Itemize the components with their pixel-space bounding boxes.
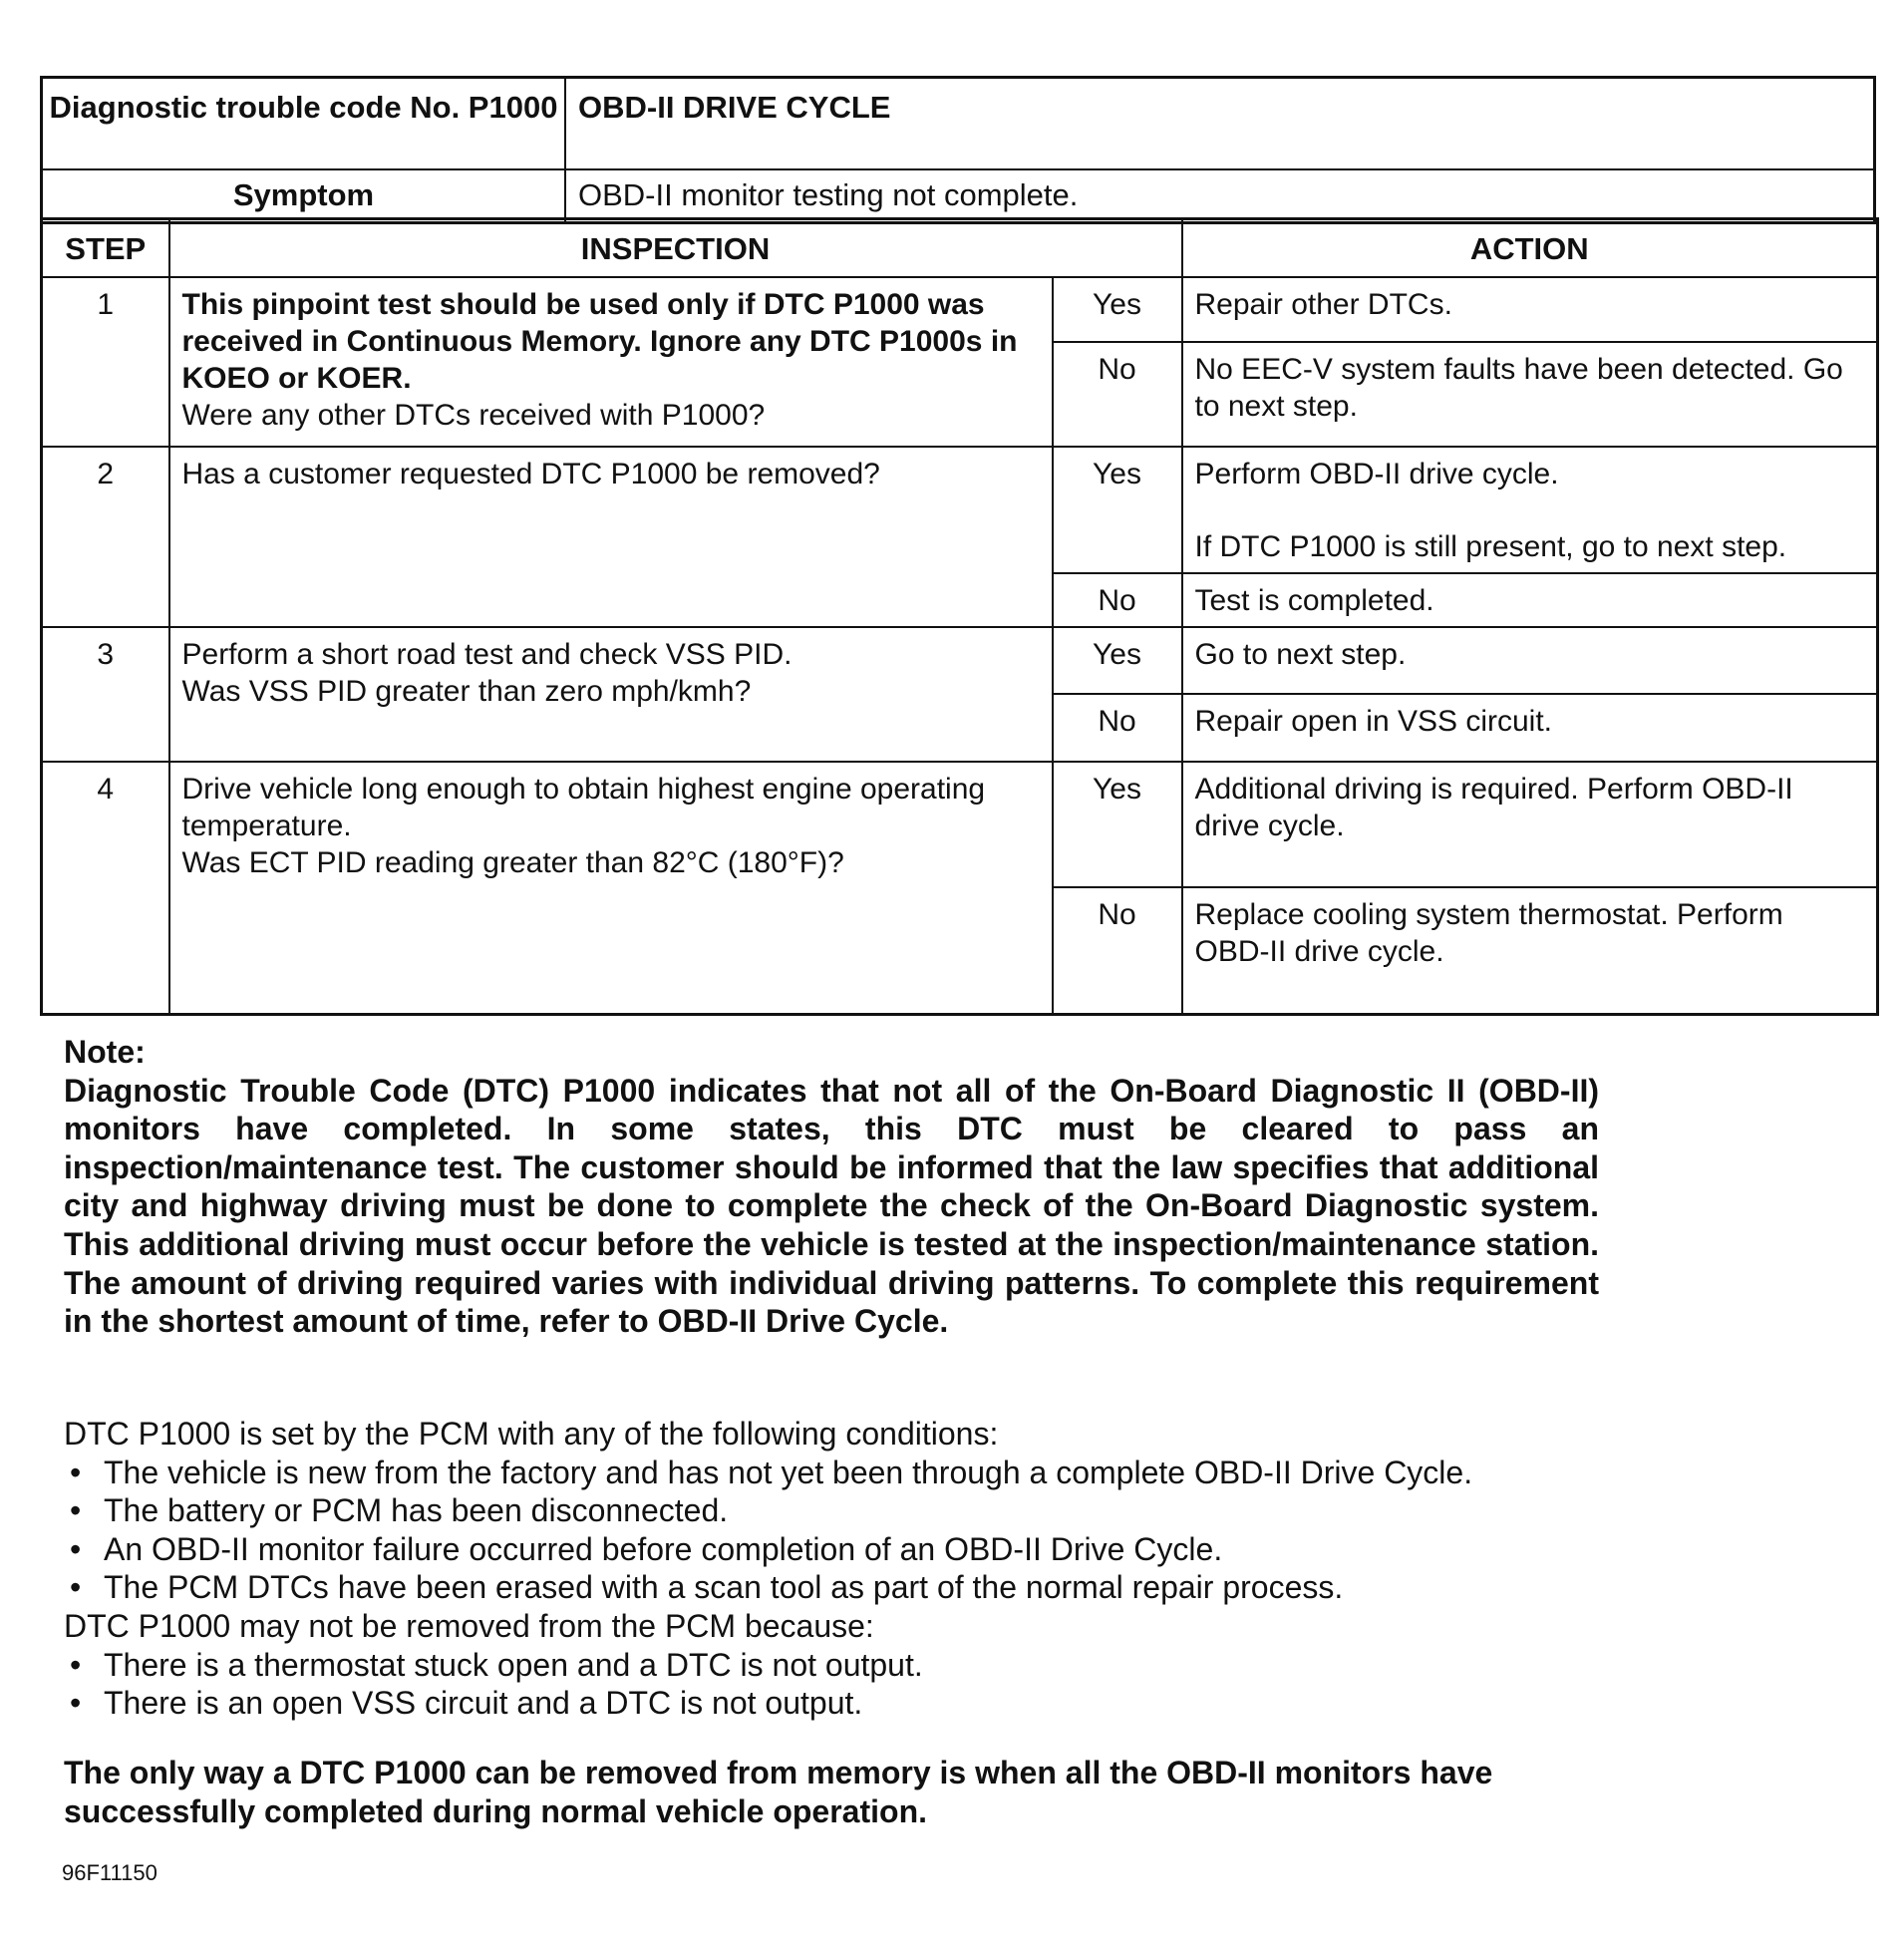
yes-label: Yes	[1053, 447, 1182, 573]
steps-table	[40, 217, 1879, 1016]
inspection-cell	[169, 762, 1053, 1014]
list-item: • There is a thermostat stuck open and a DTC is not output.	[64, 1646, 1659, 1685]
yes-label: Yes	[1053, 277, 1182, 342]
figure-code: 96F11150	[62, 1860, 158, 1885]
procedure-title: OBD-II DRIVE CYCLE	[578, 90, 891, 125]
list-item: • The PCM DTCs have been erased with a scan tool as part of the normal repair process.	[64, 1568, 1659, 1607]
conditions-block	[64, 1415, 1659, 1723]
inspection-cell	[169, 277, 1053, 447]
header-symptom-row	[43, 170, 1873, 221]
table-row	[42, 627, 1878, 694]
dtc-label: Diagnostic trouble code No. P1000	[43, 79, 566, 168]
yes-action: Repair other DTCs.	[1182, 277, 1878, 342]
column-header-inspection: INSPECTION	[169, 219, 1182, 278]
conditions-intro: DTC P1000 is set by the PCM with any of the following conditions:	[64, 1416, 999, 1452]
inspection-question: Was ECT PID reading greater than 82°C (180°F)?	[181, 846, 844, 879]
no-label: No	[1053, 573, 1182, 627]
list-item: • The battery or PCM has been disconnected.	[64, 1491, 1659, 1530]
conditions-list	[64, 1454, 1659, 1607]
symptom-label: Symptom	[43, 170, 566, 221]
header-table	[40, 76, 1876, 224]
no-label: No	[1053, 694, 1182, 762]
no-action: Repair open in VSS circuit.	[1182, 694, 1878, 762]
inspection-question: Has a customer requested DTC P1000 be removed?	[169, 447, 1053, 627]
no-label: No	[1053, 887, 1182, 1014]
inspection-cell	[169, 627, 1053, 762]
yes-action: Additional driving is required. Perform OBD-II drive cycle.	[1182, 762, 1878, 887]
not-removed-intro: DTC P1000 may not be removed from the PCM because:	[64, 1607, 874, 1644]
header-title-row	[43, 79, 1873, 170]
inspection-instruction: Drive vehicle long enough to obtain highest engine operating temperature.	[181, 773, 986, 842]
list-item: • There is an open VSS circuit and a DTC is not output.	[64, 1684, 1659, 1723]
yes-action: Go to next step.	[1182, 627, 1878, 694]
inspection-question: Was VSS PID greater than zero mph/kmh?	[181, 675, 752, 708]
yes-action-followup: If DTC P1000 is still present, go to next step.	[1194, 530, 1787, 563]
no-action: Test is completed.	[1182, 573, 1878, 627]
step-number: 4	[42, 762, 169, 1014]
not-removed-list	[64, 1646, 1659, 1723]
yes-label: Yes	[1053, 627, 1182, 694]
no-action: No EEC-V system faults have been detected. Go to next step.	[1182, 342, 1878, 447]
note-label: Note:	[64, 1034, 146, 1070]
yes-label: Yes	[1053, 762, 1182, 887]
final-note: The only way a DTC P1000 can be removed from memory is when all the OBD-II monitors have successfully completed during normal vehicle operation.	[64, 1755, 1493, 1829]
table-row	[42, 762, 1878, 887]
table-row	[42, 447, 1878, 573]
list-item: • An OBD-II monitor failure occurred before completion of an OBD-II Drive Cycle.	[64, 1530, 1659, 1569]
no-action: Replace cooling system thermostat. Perform OBD-II drive cycle.	[1182, 887, 1878, 1014]
list-item: • The vehicle is new from the factory and has not yet been through a complete OBD-II Drive Cycle.	[64, 1454, 1659, 1492]
inspection-warning: This pinpoint test should be used only if DTC P1000 was received in Continuous Memory. Ignore any DTC P1000s in KOEO or KOER.	[181, 288, 1018, 395]
note-text: Diagnostic Trouble Code (DTC) P1000 indicates that not all of the On-Board Diagnostic II (OBD-II) monitors have completed. In some states, this DTC must be cleared to pass an inspection/maintenance test. The customer should be informed that the law specifies that additional city and highway driving must be done to complete the check of the On-Board Diagnostic system. This additional driving must occur before the vehicle is tested at the inspection/maintenance station. The amount of driving required varies with individual driving patterns. To complete this requirement in the shortest amount of time, refer to OBD-II Drive Cycle.	[64, 1072, 1599, 1340]
step-number: 3	[42, 627, 169, 762]
spacer	[1195, 492, 1867, 528]
step-number: 1	[42, 277, 169, 447]
column-header-action: ACTION	[1182, 219, 1878, 278]
inspection-instruction: Perform a short road test and check VSS PID.	[181, 638, 793, 671]
column-header-step: STEP	[42, 219, 169, 278]
step-number: 2	[42, 447, 169, 627]
inspection-question: Were any other DTCs received with P1000?	[181, 399, 766, 432]
table-row	[42, 277, 1878, 342]
yes-action: Perform OBD-II drive cycle.	[1194, 458, 1559, 490]
symptom-value: OBD-II monitor testing not complete.	[578, 177, 1079, 212]
no-label: No	[1053, 342, 1182, 447]
yes-action-cell	[1182, 447, 1878, 573]
note-block	[64, 1033, 1599, 1341]
table-header-row	[42, 219, 1878, 278]
